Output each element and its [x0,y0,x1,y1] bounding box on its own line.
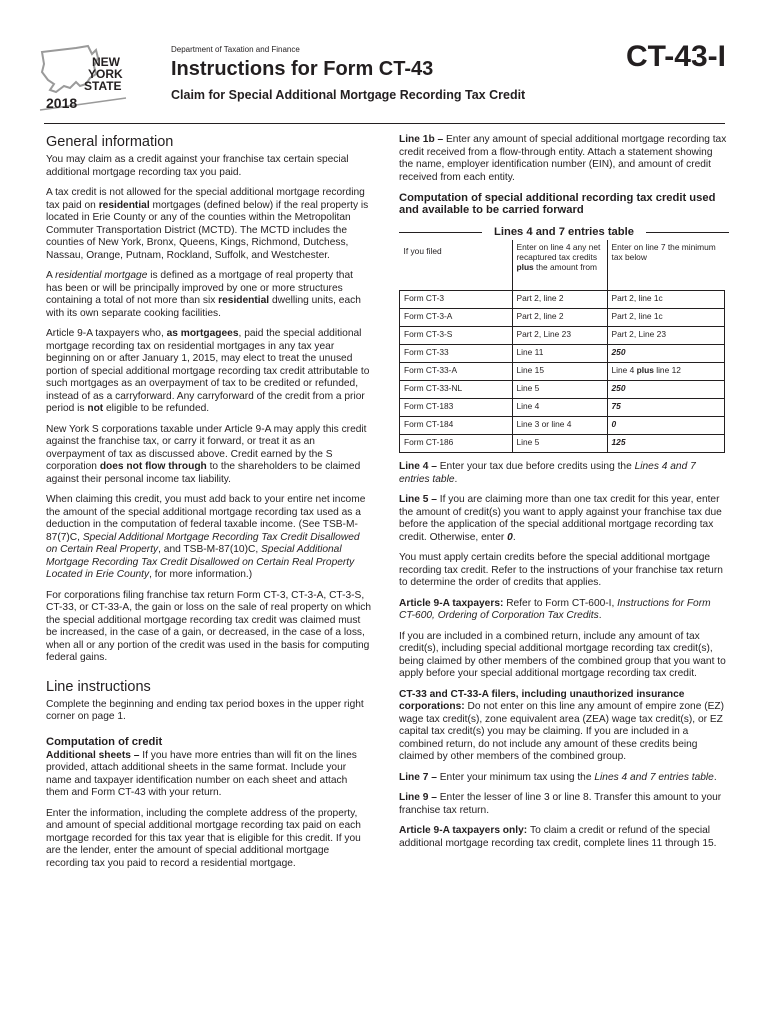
article-9a-only-paragraph: Article 9-A taxpayers only: To claim a credit or refund of the special additional mortgage recording tax credit, complete lines 11 through 15. [399,825,717,849]
ct33-filers-paragraph: CT-33 and CT-33-A filers, including unauthorized insurance corporations: Do not enter on this line any amount of empire zone (EZ) wage tax credit(s), zone equivalent area (ZEA) wage tax credit(s), or EZ capital tax credit(s) you may be claiming. If you are included in a combined return, do not include any amount of these credits being claimed by other members of the combined group. [399,688,725,762]
logo-line2: YORK [88,67,123,81]
computation-carryforward-heading: Computation of special additional recording tax credit used and available to be carried forward [399,192,716,216]
header-if-you-filed: If you filed [400,240,513,291]
header-line4: Enter on line 4 any net recaptured tax credits plus the amount from [512,240,607,291]
combined-return-paragraph: If you are included in a combined return, include any amount of tax credit(s), including special additional mortgage recording tax credit(s), being claimed by other members of the combined group that you want to apply before your special additional mortgage recording tax credit. [399,630,726,679]
page-subtitle: Claim for Special Additional Mortgage Recording Tax Credit [171,88,526,102]
table-row: Form CT-33-NL Line 5 250 [400,381,725,399]
general-paragraph-4: Article 9-A taxpayers who, as mortgagees, paid the special additional mortgage recording tax on residential mortgages in any tax year beginning on or after January 1, 2015, may elect to treat the unused portion of special additional mortgage recording tax credit attributable to such mortgages as an overpayment of tax to be credited or refunded, instead of as a carryforward. Any carryforward of the credit from a prior period is not eligible to be refunded. [46,328,370,414]
department-name: Department of Taxation and Finance [171,45,300,54]
general-paragraph-3: A residential mortgage is defined as a mortgage of real property that has been or will be principally improved by one or more structures containing a total of not more than six residential dwelling units, each with its own separate cooking facilities. [46,270,361,319]
apply-credits-paragraph: You must apply certain credits before the special additional mortgage recording tax credit. Refer to the instructions of your franchise tax return to determine the order of credits that applies. [399,552,723,588]
table-header-row [400,240,725,291]
general-paragraph-5: New York S corporations taxable under Article 9-A may apply this credit against the franchise tax, or carry it forward, or treat it as an overpayment of tax as discussed above. Credit earned by the S corporation does not flow through to the shareholders to be claimed against their personal income tax liability. [46,423,367,485]
line-instructions-paragraph-1: Complete the beginning and ending tax period boxes in the upper right corner on page 1. [46,698,364,722]
logo-line1: NEW [92,55,120,69]
line-4-paragraph: Line 4 – Enter your tax due before credits using the Lines 4 and 7 entries table. [399,461,696,485]
article-9a-paragraph: Article 9-A taxpayers: Refer to Form CT-600-I, Instructions for Form CT-600, Ordering of Corporation Tax Credits. [399,597,711,621]
table-row: Form CT-183 Line 4 75 [400,399,725,417]
general-information-heading: General information [46,134,174,150]
new-york-state-logo [36,44,132,114]
table-row: Form CT-33-A Line 15 Line 4 plus line 12 [400,363,725,381]
line-5-paragraph: Line 5 – If you are claiming more than one tax credit for this year, enter the amount of credit(s) you want to apply against your franchise tax due before the application of the special additional mortgage recording tax credit. Otherwise, enter 0. [399,494,722,543]
entries-table [399,240,725,453]
form-number: CT-43-I [625,40,726,73]
table-row: Form CT-186 Line 5 125 [400,435,725,453]
left-column [46,134,372,878]
general-paragraph-2: A tax credit is not allowed for the special additional mortgage recording tax paid on residential mortgages (defined below) if the real property is located in Erie County or any of the counties within the Metropolitan Commuter Transportation District (MCTD). The MCTD includes the counties of New York, Bronx, Queens, Kings, Richmond, Dutchess, Nassau, Orange, Putnam, Rockland, Suffolk, and Westchester. [46,187,369,261]
table-row: Form CT-3 Part 2, line 2 Part 2, line 1c [400,291,725,309]
general-paragraph-7: For corporations filing franchise tax return Form CT-3, CT-3-A, CT-3-S, CT-33, or CT-33-A, the gain or loss on the sale of real property on which the special additional mortgage recording tax credit was claimed must be increased, in the case of a gain, or decreased, in the case of a loss, when all or any portion of the credit was used in the basis for computing federal gains. [46,589,372,663]
table-row: Form CT-3-A Part 2, line 2 Part 2, line 1c [400,309,725,327]
table-row: Form CT-3-S Part 2, Line 23 Part 2, Line 23 [400,327,725,345]
line-1b-paragraph: Line 1b – Enter any amount of special additional mortgage recording tax credit received from a flow-through entity. Attach a statement showing the name, employer identification number (EIN), and amount of credit received from each entity. [399,134,727,183]
header-line7: Enter on line 7 the minimum tax below [607,240,725,291]
logo-year: 2018 [46,95,78,111]
additional-sheets-paragraph: Additional sheets – If you have more entries than will fit on the lines provided, attach additional sheets in the same format. Include your name and taxpayer identification number on each sheet and attach them and Form CT-43 with your return. [46,749,357,798]
line-9-paragraph: Line 9 – Enter the lesser of line 3 or line 8. Transfer this amount to your franchise tax return. [399,792,722,816]
line-instructions-heading: Line instructions [46,678,151,695]
header-divider [44,123,725,124]
general-paragraph-6: When claiming this credit, you must add back to your entire net income the amount of the special additional mortgage recording tax used as a deduction in the computation of federal taxable income. (See TSB-M-87(7)C, Special Additional Mortgage Recording Tax Credit Disallowed on Certain Real Property, and TSB-M-87(10)C, Special Additional Mortgage Recording Tax Credit Disallowed on Certain Real Property Located in Erie County, for more information.) [46,494,366,580]
table-row: Form CT-184 Line 3 or line 4 0 [400,417,725,435]
page-title: Instructions for Form CT-43 [171,58,434,80]
general-paragraph-1: You may claim as a credit against your franchise tax certain special additional mortgage recording tax you paid. [46,154,349,178]
right-column [399,134,729,858]
entries-table-title: Lines 4 and 7 entries table [399,226,729,238]
line-7-paragraph: Line 7 – Enter your minimum tax using the Lines 4 and 7 entries table. [399,771,717,783]
table-row: Form CT-33 Line 11 250 [400,345,725,363]
logo-line3: STATE [84,79,122,93]
line-instructions-paragraph-3: Enter the information, including the complete address of the property, and amount of special additional mortgage recording tax paid on each mortgage recorded for this tax year that is eligible for this credit. If you are the lender, enter the amount of special additional mortgage recording tax you paid to record a residential mortgage. [46,807,361,869]
computation-of-credit-heading: Computation of credit [46,735,163,748]
